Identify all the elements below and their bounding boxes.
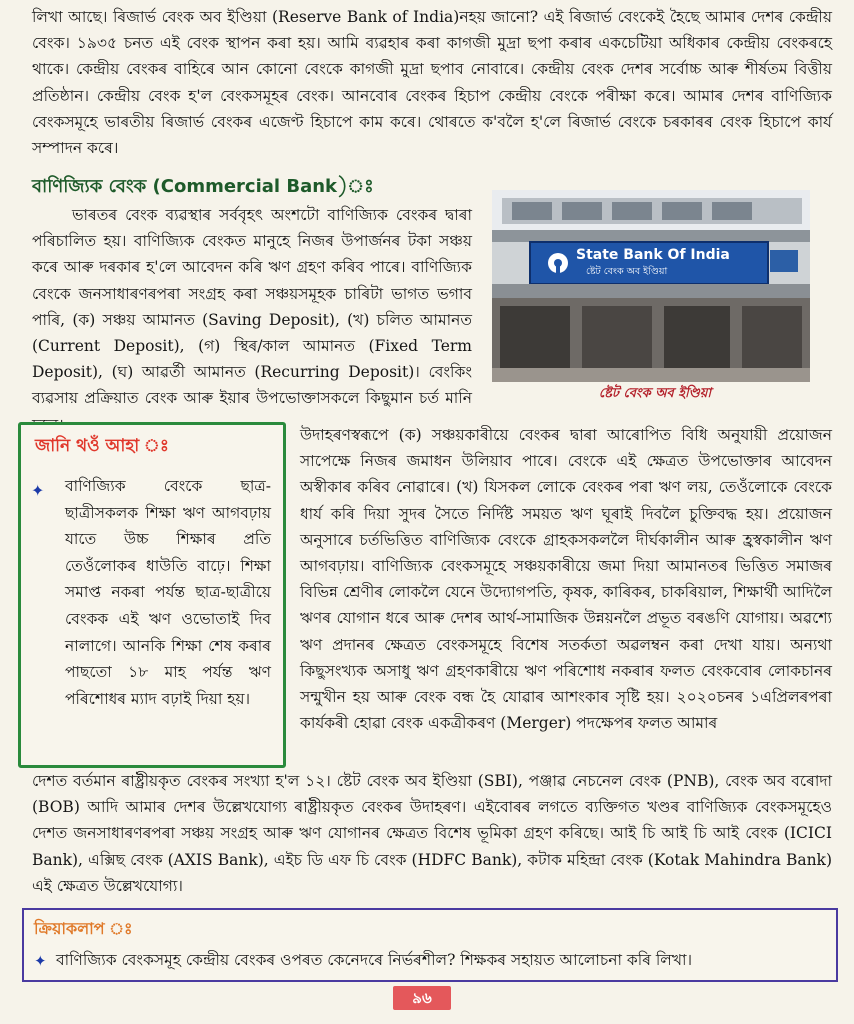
page-number: ৯৬ <box>393 986 451 1010</box>
activity-box <box>22 908 838 982</box>
photo-caption: ষ্টেট বেংক অব ইণ্ডিয়া <box>598 386 712 401</box>
bank-building-illustration <box>492 190 810 382</box>
activity-title: ক্ৰিয়াকলাপ ঃ <box>34 919 133 938</box>
commercial-bank-paragraph-3: দেশত বৰ্তমান ৰাষ্ট্ৰীয়কৃত বেংকৰ সংখ্যা হ'ল ১২। ষ্টেট বেংক অব ইণ্ডিয়া (SBI), পঞ্জাৱ নেচনেল বেংক (PNB), বেংক অব বৰোদা (BOB) আদি আমাৰ দেশৰ উল্লেখযোগ্য ৰাষ্ট্ৰীয়কৃত বেংকৰ উদাহৰণ। এইবোৰৰ লগতে ব্যক্তিগত খণ্ডৰ বাণিজ্যিক বেংকসমূহেও দেশত জনসাধাৰণৰপৰা সঞ্চয় সংগ্ৰহ আৰু ঋণ যোগানৰ ক্ষেত্ৰত বিশেষ ভূমিকা গ্ৰহণ কৰিছে। আই চি আই চি আই বেংক (ICICI Bank), এক্সিছ বেংক (AXIS Bank), এইচ ডি এফ চি বেংক (HDFC Bank), কটাক মহিন্দ্ৰা বেংক (Kotak Mahindra Bank) এই ক্ষেত্ৰত উল্লেখযোগ্য। <box>32 772 832 895</box>
did-you-know-box <box>18 422 286 768</box>
sbi-branch-photo <box>492 190 810 382</box>
star-bullet-icon: ✦ <box>31 481 45 500</box>
star-bullet-icon: ✦ <box>34 952 47 970</box>
section-heading: বাণিজ্যিক বেংক (Commercial Bank)ঃ <box>32 176 374 197</box>
commercial-bank-paragraph-1: ভাৰতৰ বেংক ব্যৱস্থাৰ সৰ্ববৃহৎ অংশটো বাণিজ্যিক বেংকৰ দ্বাৰা পৰিচালিত হয়। বাণিজ্যিক বেংকত মানুহে নিজৰ উপাৰ্জনৰ টকা সঞ্চয় কৰে আৰু দৰকাৰ হ'লে আবেদন কৰি ঋণ গ্ৰহণ কৰিব পাৰে। বাণিজ্যিক বেংকে জনসাধাৰণৰপৰা সংগ্ৰহ কৰা সঞ্চয়সমূহক চাৰিটা ভাগত ভগাব পাৰি, (ক) সঞ্চয় আমানত (Saving Deposit), (খ) চলিত আমানত (Current Deposit), (গ) স্থিৰ/কাল আমানত (Fixed Term Deposit), (ঘ) আৱৰ্তী আমানত (Recurring Deposit)। বেংকিং ব্যৱসায় প্ৰক্ৰিয়াত বেংক আৰু ইয়াৰ উপভোক্তাসকলে কিছুমান চৰ্ত মানি <box>32 206 472 408</box>
info-box-text: বাণিজ্যিক বেংকে ছাত্ৰ-ছাত্ৰীসকলক শিক্ষা ঋণ আগবঢ়ায় যাতে উচ্চ শিক্ষাৰ প্ৰতি তেওঁলোকৰ ধাউতি বাঢ়ে। শিক্ষা সমাপ্ত নকৰা পৰ্যন্ত ছাত্ৰ-ছাত্ৰীয়ে বেংকক এই ঋণ ওভোতাই দিব নালাগে। আনকি শিক্ষা শেষ কৰাৰ পাছতো ১৮ মাহ পৰ্যন্ত ঋণ পৰিশোধৰ ম্যাদ বঢ়াই দিয়া হয়। <box>65 477 271 708</box>
intro-paragraph: লিখা আছে। ৰিজাৰ্ভ বেংক অব ইণ্ডিয়া (Reserve Bank of India)নহয় জানো? এই ৰিজাৰ্ভ বেংকেই হৈছে আমাৰ দেশৰ কেন্দ্ৰীয় বেংক। ১৯৩৫ চনত এই বেংক স্থাপন কৰা হয়। আমি ব্যৱহাৰ কৰা কাগজী মুদ্ৰা ছপা কৰাৰ একচেটিয়া অধিকাৰ কেন্দ্ৰীয় বেংকৰহে থাকে। কেন্দ্ৰীয় বেংকৰ বাহিৰে আন কোনো বেংকে কাগজী মুদ্ৰা ছপাব নোবাৰে। কেন্দ্ৰীয় বেংক দেশৰ সৰ্বোচ্চ আৰু শীৰ্ষতম বিত্তীয় প্ৰতিষ্ঠান। কেন্দ্ৰীয় বেংক হ'ল বেংকসমূহৰ বেংক। আনবোৰ বেংকৰ হিচাপ কেন্দ্ৰীয় বেংকে পৰীক্ষা কৰে। আমাৰ দেশৰ বাণিজ্যিক বেংকসমূহে ভাৰতীয় ৰিজাৰ্ভ বেংকৰ এজেণ্ট হিচাপে কাম কৰে। থোৰতে ক'বলৈ হ'লে ৰিজাৰ্ভ বেংকে চৰকাৰৰ বেংক হিচাপে কাৰ্য সম্পাদন কৰে। <box>32 8 832 158</box>
commercial-bank-paragraph-2: উদাহৰণস্বৰূপে (ক) সঞ্চয়কাৰীয়ে বেংকৰ দ্বাৰা আৰোপিত বিধি অনুযায়ী প্ৰয়োজন সাপেক্ষে নিজৰ জমাধন উলিয়াব পাৰে। বেংকে এই ক্ষেত্ৰত উপভোক্তাৰ আবেদন অস্বীকাৰ কৰিব নোৱাৰে। (খ) যিসকল লোকে বেংকৰ পৰা ঋণ লয়, তেওঁলোকে বেংকে ধাৰ্য কৰি দিয়া সুদৰ সৈতে নিৰ্দিষ্ট সময়ত ঋণ ঘূৰাই দিবলৈ চুক্তিবদ্ধ হয়। প্ৰয়োজন অনুসাৰে চৰ্তভিত্তিত বাণিজ্যিক বেংকে গ্ৰাহকসকললৈ দীৰ্ঘকালীন আৰু হ্ৰস্বকালীন ঋণ আগবঢ়ায়। বাণিজ্যিক বেংকসমূহে সঞ্চয়কাৰীয়ে জমা দিয়া আমানতৰ ভিত্তিত সমাজৰ বিভিন্ন শ্ৰেণীৰ লোকলৈ যেনে উদ্যোগপতি, কৃষক, কাৰিকৰ, চাকৰিয়াল, শিক্ষাৰ্থী আদিলৈ ঋণৰ যোগান ধৰে আৰু দেশৰ আৰ্থ-সামাজিক উন্নয়নলৈ প্ৰভূত বৰঙণি যোগায়। অৱশ্যে ঋণ প্ৰদানৰ ক্ষেত্ৰত বেংকসমূহে বিশেষ সতৰ্কতা অৱলম্বন কৰা দেখা যায়। অন্যথা কিছুসংখ্যক অসাধু ঋণ গ্ৰহণকাৰীয়ে ঋণ পৰিশোধ নকৰাৰ ফলত বেংকবোৰ লোকচানৰ সন্মুখীন হয় আৰু বেংক বন্ধ হৈ যোৱাৰ আশংকাৰ সৃষ্টি হয়। ২০২০চনৰ ১এপ্ৰিলৰপৰা কাৰ্যকৰী হোৱা বেংক একত্ৰীকৰণ (Merger) পদক্ষেপৰ ফলত আমাৰ <box>300 426 832 733</box>
info-box-title: জানি থওঁ আহা ঃ <box>35 436 169 456</box>
bank-sign-assamese: ষ্টেট বেংক অব ইণ্ডিয়া <box>586 266 668 277</box>
activity-question: বাণিজ্যিক বেংকসমূহ কেন্দ্ৰীয় বেংকৰ ওপৰত কেনেদৰে নিৰ্ভৰশীল? শিক্ষকৰ সহায়ত আলোচনা কৰি লিখা। <box>56 951 693 969</box>
bank-sign-english: State Bank Of India <box>576 247 730 263</box>
